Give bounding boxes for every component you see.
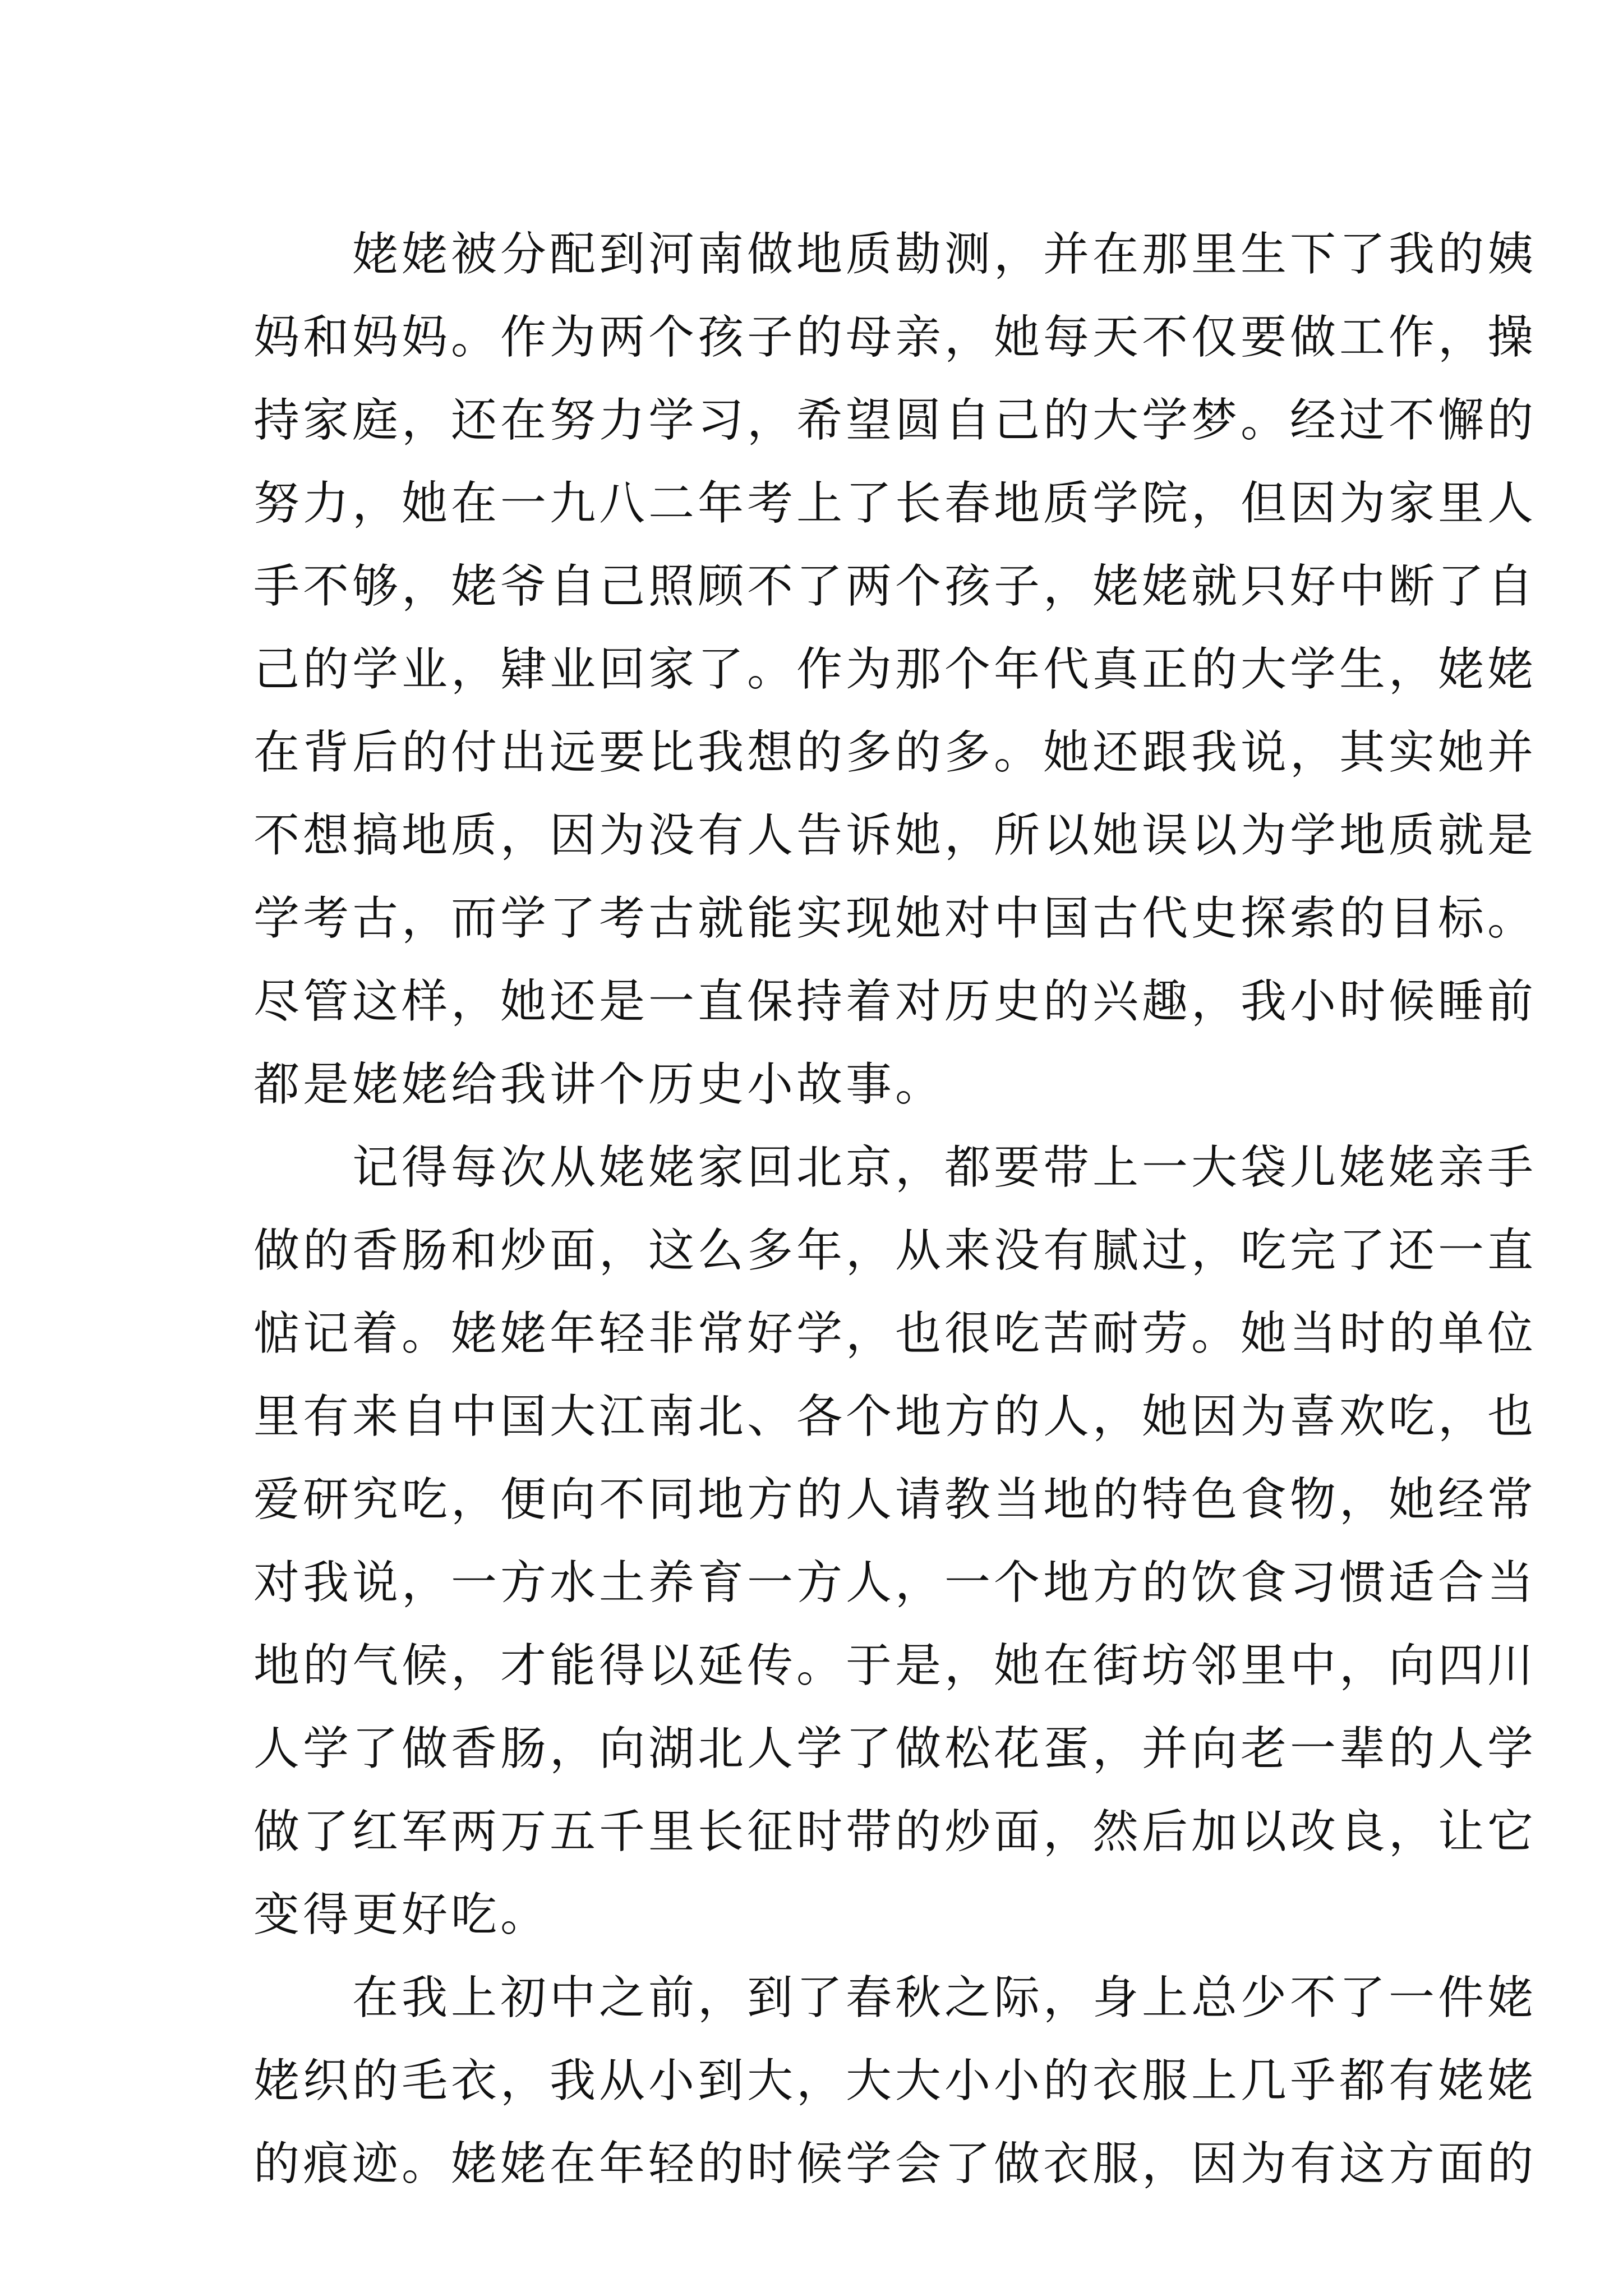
text-line: 做了红军两万五千里长征时带的炒面，然后加以改良，让它 bbox=[253, 1805, 1537, 1858]
text-line: 爱研究吃，便向不同地方的人请教当地的特色食物，她经常 bbox=[253, 1473, 1537, 1526]
text-line: 姥织的毛衣，我从小到大，大大小小的衣服上几乎都有姥姥 bbox=[253, 2054, 1537, 2108]
text-line: 记得每次从姥姥家回北京，都要带上一大袋儿姥姥亲手 bbox=[253, 1141, 1537, 1194]
text-line: 的痕迹。姥姥在年轻的时候学会了做衣服，因为有这方面的 bbox=[253, 2137, 1537, 2191]
text-line: 惦记着。姥姥年轻非常好学，也很吃苦耐劳。她当时的单位 bbox=[253, 1307, 1537, 1360]
text-line: 里有来自中国大江南北、各个地方的人，她因为喜欢吃，也 bbox=[253, 1390, 1537, 1443]
text-line: 努力，她在一九八二年考上了长春地质学院，但因为家里人 bbox=[253, 477, 1537, 530]
paragraph-2 bbox=[253, 1126, 1537, 1957]
text-line: 持家庭，还在努力学习，希望圆自己的大学梦。经过不懈的 bbox=[253, 394, 1537, 447]
paragraph-1 bbox=[253, 213, 1537, 1126]
text-line: 地的气候，才能得以延传。于是，她在街坊邻里中，向四川 bbox=[253, 1639, 1537, 1692]
text-line: 学考古，而学了考古就能实现她对中国古代史探索的目标。 bbox=[253, 892, 1537, 945]
text-line: 在背后的付出远要比我想的多的多。她还跟我说，其实她并 bbox=[253, 726, 1537, 779]
text-line: 尽管这样，她还是一直保持着对历史的兴趣，我小时候睡前 bbox=[253, 975, 1537, 1028]
text-line: 都是姥姥给我讲个历史小故事。 bbox=[253, 1058, 945, 1111]
text-line: 妈和妈妈。作为两个孩子的母亲，她每天不仅要做工作，操 bbox=[253, 311, 1537, 364]
text-line: 人学了做香肠，向湖北人学了做松花蛋，并向老一辈的人学 bbox=[253, 1722, 1537, 1775]
text-line: 对我说，一方水土养育一方人，一个地方的饮食习惯适合当 bbox=[253, 1556, 1537, 1609]
text-line: 做的香肠和炒面，这么多年，从来没有腻过，吃完了还一直 bbox=[253, 1224, 1537, 1277]
text-line: 在我上初中之前，到了春秋之际，身上总少不了一件姥 bbox=[253, 1971, 1537, 2024]
text-line: 姥姥被分配到河南做地质勘测，并在那里生下了我的姨 bbox=[253, 228, 1537, 281]
text-line: 手不够，姥爷自己照顾不了两个孩子，姥姥就只好中断了自 bbox=[253, 560, 1537, 613]
paragraph-3 bbox=[253, 1957, 1537, 2206]
text-line: 不想搞地质，因为没有人告诉她，所以她误以为学地质就是 bbox=[253, 809, 1537, 862]
body-text bbox=[253, 213, 1537, 2206]
text-line: 变得更好吃。 bbox=[253, 1888, 550, 1941]
text-line: 己的学业，肄业回家了。作为那个年代真正的大学生，姥姥 bbox=[253, 643, 1537, 696]
